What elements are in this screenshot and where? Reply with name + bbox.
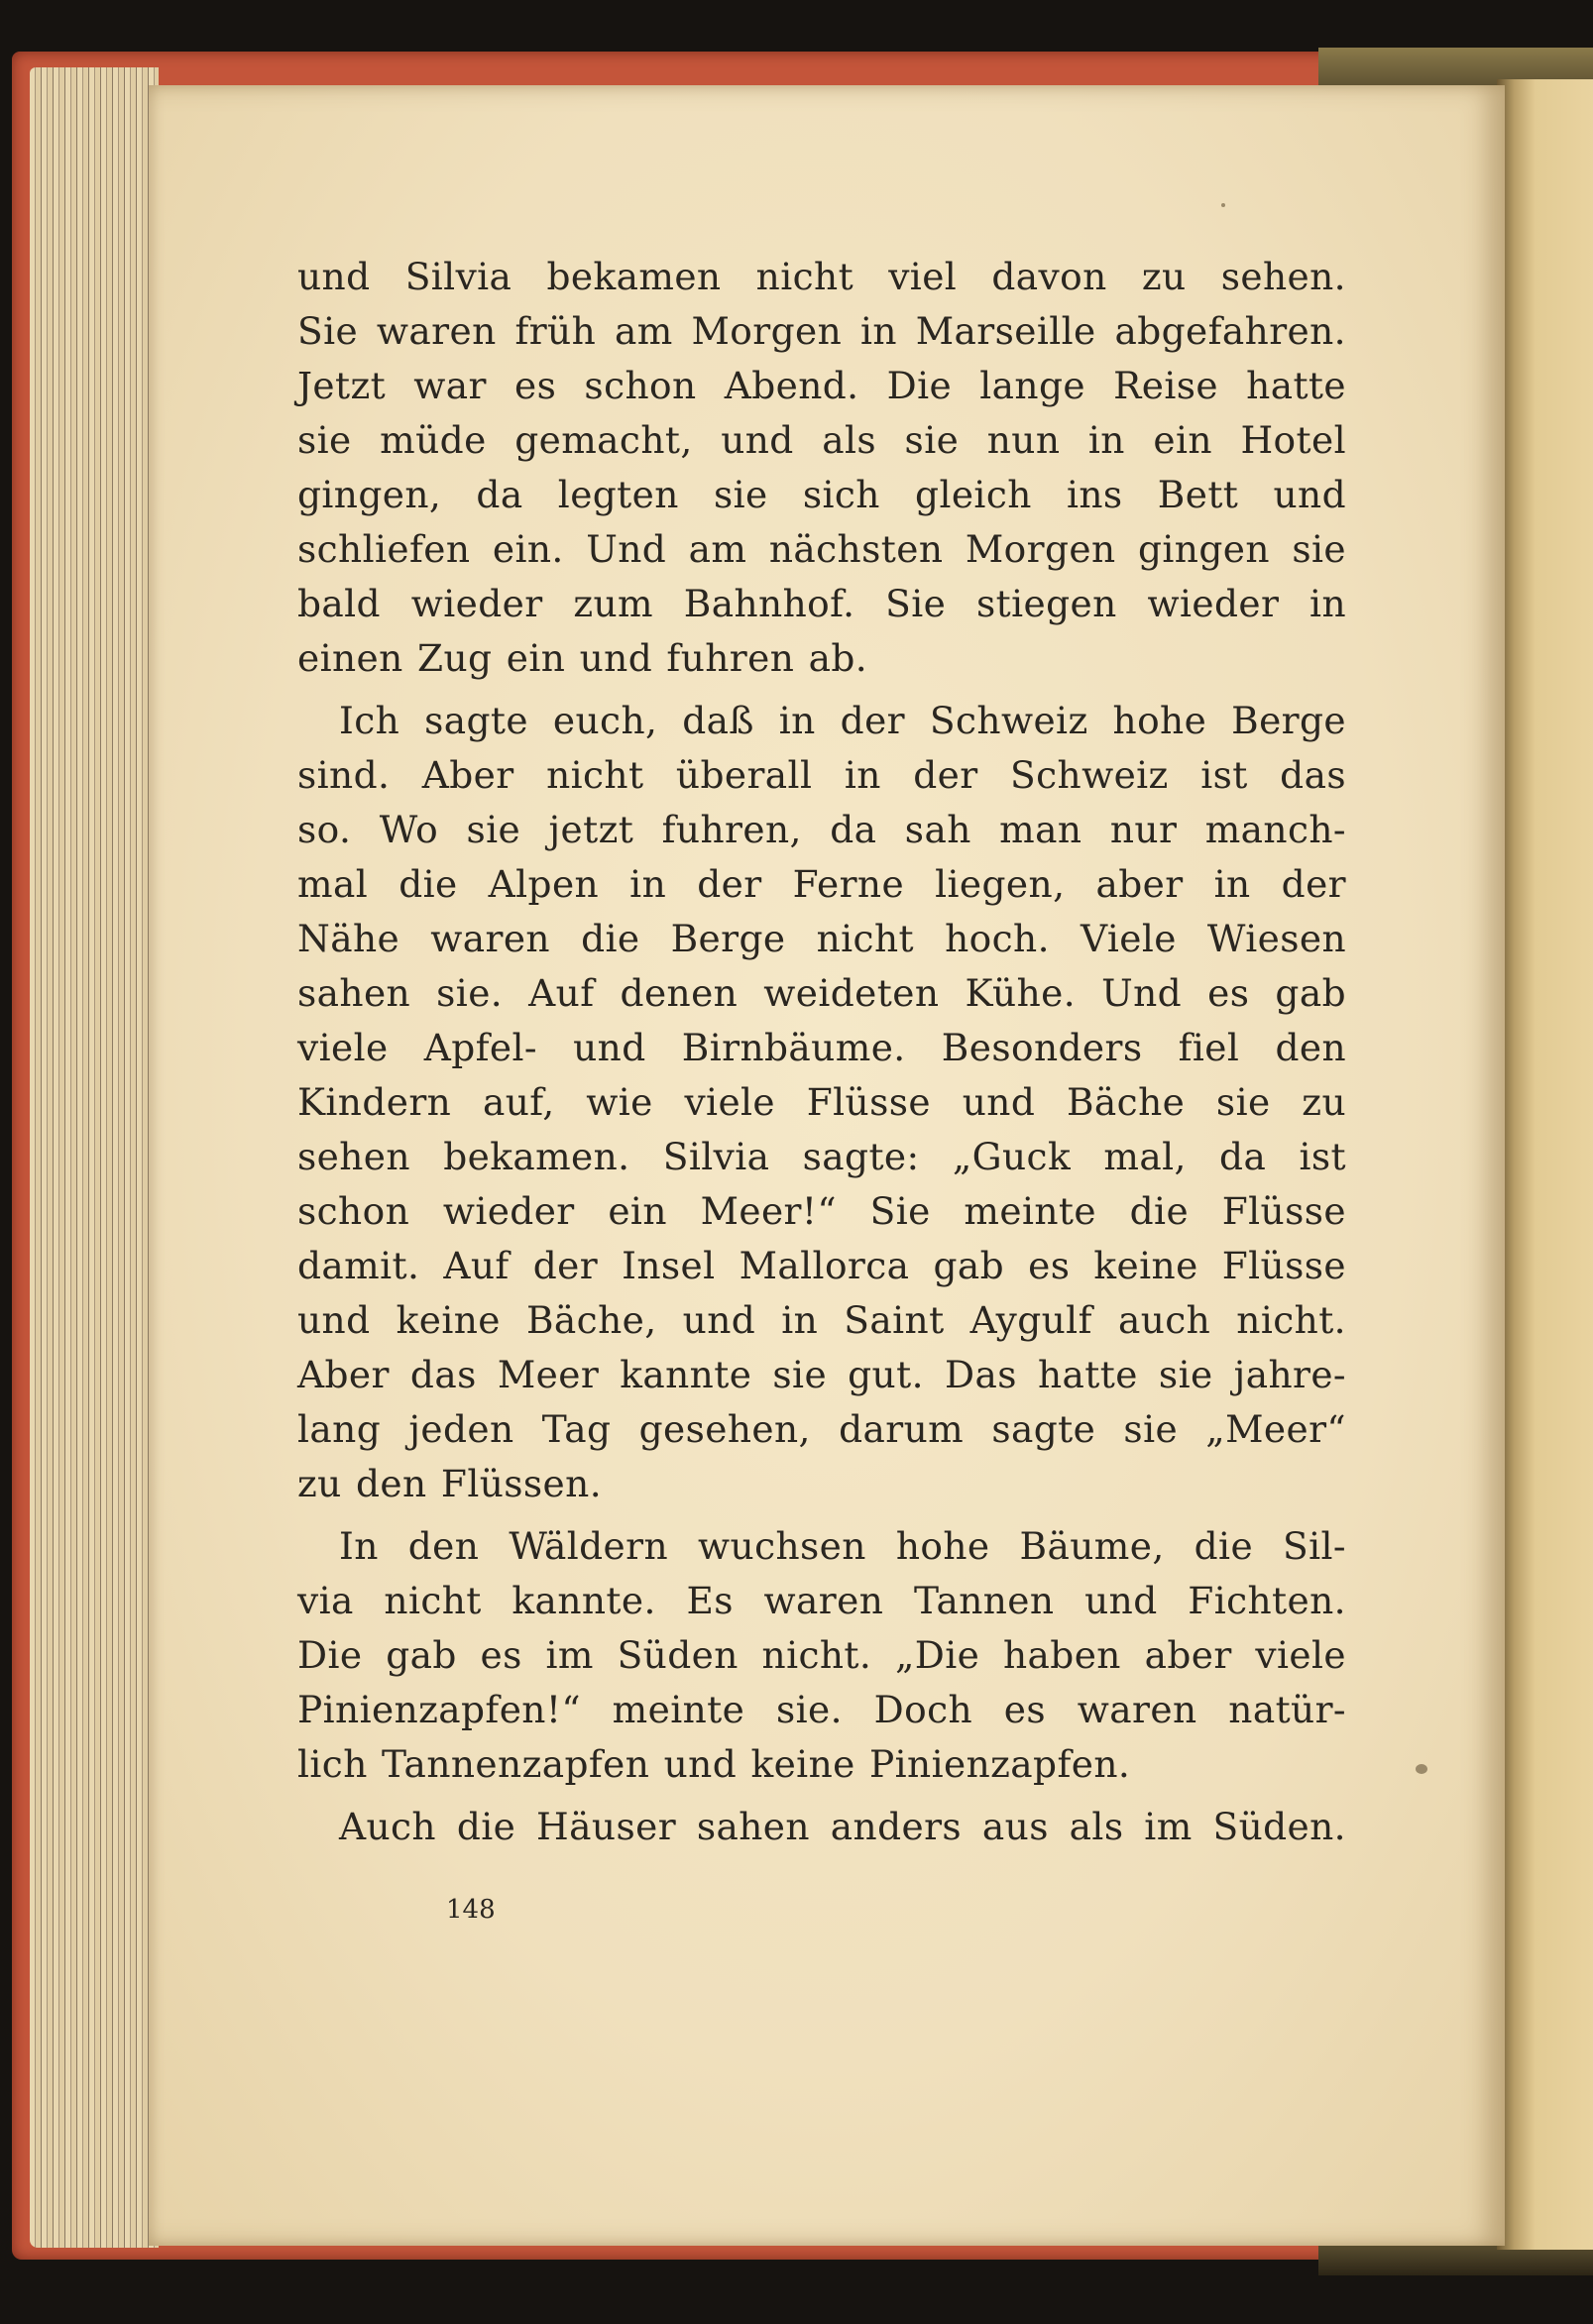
text-line: damit. Auf der Insel Mallorca gab es keine Flüsse (297, 1244, 1346, 1287)
text-line: Ich sagte euch, daß in der Schweiz hohe Berge (339, 699, 1346, 742)
text-line: und Silvia bekamen nicht viel davon zu sehen. (297, 255, 1346, 298)
facing-page-edge (1497, 79, 1593, 2250)
paper-speck (1221, 203, 1225, 207)
page-body-text (297, 250, 1346, 1862)
text-line: sind. Aber nicht überall in der Schweiz ist das (297, 753, 1346, 797)
text-line: schon wieder ein Meer!“ Sie meinte die Flüsse (297, 1189, 1346, 1233)
text-line: Die gab es im Süden nicht. „Die haben aber viele (297, 1633, 1346, 1677)
paragraph-2 (297, 694, 1346, 1511)
text-line: via nicht kannte. Es waren Tannen und Fichten. (297, 1579, 1346, 1622)
paragraph-3 (297, 1519, 1346, 1792)
text-line: Sie waren früh am Morgen in Marseille abgefahren. (297, 309, 1346, 353)
text-line: so. Wo sie jetzt fuhren, da sah man nur manch- (297, 808, 1346, 851)
text-line: Pinienzapfen!“ meinte sie. Doch es waren natür- (297, 1688, 1346, 1731)
text-line: schliefen ein. Und am nächsten Morgen gingen sie (297, 527, 1346, 571)
paragraph-4 (297, 1800, 1346, 1854)
text-line: lich Tannenzapfen und keine Pinienzapfen. (297, 1742, 1131, 1786)
text-line: Kindern auf, wie viele Flüsse und Bäche sie zu (297, 1080, 1346, 1124)
text-line: Nähe waren die Berge nicht hoch. Viele Wiesen (297, 917, 1346, 960)
text-line: viele Apfel- und Birnbäume. Besonders fiel den (297, 1026, 1346, 1069)
paper-speck (1416, 1764, 1427, 1774)
text-line: In den Wäldern wuchsen hohe Bäume, die Sil- (339, 1524, 1346, 1568)
text-line: mal die Alpen in der Ferne liegen, aber in der (297, 862, 1346, 906)
text-line: lang jeden Tag gesehen, darum sagte sie „Meer“ (297, 1407, 1346, 1451)
text-line: Auch die Häuser sahen anders aus als im Süden. (339, 1805, 1346, 1848)
text-line: bald wieder zum Bahnhof. Sie stiegen wieder in (297, 582, 1346, 625)
paragraph-1 (297, 250, 1346, 686)
text-line: sahen sie. Auf denen weideten Kühe. Und es gab (297, 971, 1346, 1015)
text-line: gingen, da legten sie sich gleich ins Bett und (297, 473, 1346, 516)
text-line: sie müde gemacht, und als sie nun in ein Hotel (297, 418, 1346, 462)
text-line: einen Zug ein und fuhren ab. (297, 636, 868, 680)
text-line: und keine Bäche, und in Saint Aygulf auch nicht. (297, 1298, 1346, 1342)
page-number: 148 (446, 1895, 496, 1925)
text-line: zu den Flüssen. (297, 1462, 603, 1505)
page-edges (30, 67, 159, 2248)
text-line: sehen bekamen. Silvia sagte: „Guck mal, da ist (297, 1135, 1346, 1178)
text-line: Jetzt war es schon Abend. Die lange Reise hatte (297, 364, 1346, 407)
text-line: Aber das Meer kannte sie gut. Das hatte sie jahre- (297, 1353, 1346, 1396)
